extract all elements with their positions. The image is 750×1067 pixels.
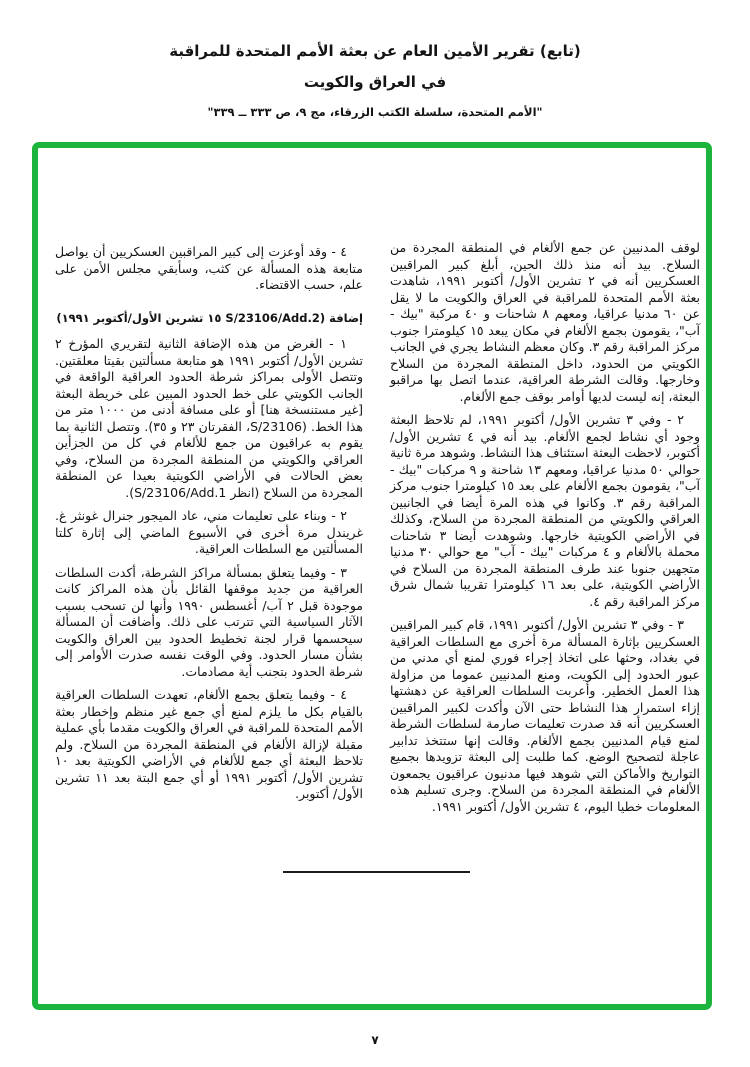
paragraph-3: ٣ - وفي ٣ تشرين الأول/ أكتوبر ١٩٩١، قام كبير المراقبين العسكريين بإثارة المسألة مرة أخرى مع السلطات العراقية في بغداد، وحثها على اتخاذ إجراء فوري لمنع أي مدني من عبور الحدود إلى الكويت، ومنع المدنيين عموما من مزاولة هذا العمل الخطير. وأعربت السلطات العراقية عن دهشتها إزاء استمرار هذا النشاط حتى الآن وأكدت لكبير المراقبين العسكريين أنه قد صدرت تعليمات صارمة لسلطات الشرطة لمنع قيام المدنيين بجمع الألغام. وقالت إنها ستتخذ تدابير عاجلة لتصحيح الوضع. كما طلبت إلى البعثة تزويدها بجميع التواريخ والأماكن التي شوهد فيها مدنيون عراقيون يجمعون الألغام في المنطقة المجردة من السلاح. وجرى تسليم هذه المعلومات خطيا اليوم، ٤ تشرين الأول/ أكتوبر ١٩٩١. bbox=[390, 617, 700, 814]
column-right bbox=[390, 240, 700, 822]
paragraph-2: ٢ - وفي ٣ تشرين الأول/ أكتوبر ١٩٩١، لم تلاحظ البعثة وجود أي نشاط لجمع الألغام. بيد أنه في ٤ تشرين الأول/ أكتوبر، لاحظت البعثة استئناف هذا النشاط. وشوهد مرة ثانية حوالي ٥٠ مدنيا عراقيا، ومعهم ١٣ شاحنة و ٩ مركبات "بيك - آب"، يقومون بجمع الألغام على بعد ١٥ كيلومترا جنوب مركز المراقبة رقم ٣. وكانوا في هذه المرة أيضا في الجانبين العراقي والكويتي من المنطقة المجردة من السلاح، وكذلك في الأراضي الكويتية خارجها. وشوهدت أيضا ٣ شاحنات محملة بالألغام و ٤ مركبات "بيك - آب" مع حوالي ٣٠ مدنيا متجهين جنوبا عند طرف المنطقة المجردة من السلاح في الأراضي الكويتية، على بعد ١٦ كيلومترا تقريبا شمال شرق مركز المراقبة رقم ٤. bbox=[390, 412, 700, 609]
content-frame bbox=[32, 142, 712, 1010]
page-number: ٧ bbox=[371, 1033, 379, 1047]
separator-rule bbox=[283, 871, 470, 873]
paragraph-3: ٣ - وفيما يتعلق بمسألة مراكز الشرطة، أكدت السلطات العراقية من جديد موقفها القائل بأن هذه المراكز كانت موجودة قبل ٢ آب/ أغسطس ١٩٩٠ وأنها لن تسحب بسبب الآثار السياسية التي تترتب على ذلك. وأضافت أن المسألة سيحسمها قرار لجنة تخطيط الحدود بين العراق والكويت بشأن مسار الحدود. وفي الوقت نفسه صدرت الأوامر إلى شرطة الحدود بتجنب أية مصادمات. bbox=[55, 564, 363, 679]
paragraph-4-intro: ٤ - وقد أوعزت إلى كبير المراقبين العسكريين أن يواصل متابعة هذه المسألة عن كثب، وسأبقي مجلس الأمن على علم، حسب الاقتضاء. bbox=[55, 244, 363, 292]
column-left bbox=[55, 244, 363, 810]
report-title-line1: (تابع) تقرير الأمين العام عن بعثة الأمم المتحدة للمراقبة bbox=[169, 42, 581, 60]
source-citation: "الأمم المتحدة، سلسلة الكتب الزرقاء، مج ٩، ص ٣٣٣ ــ ٣٣٩" bbox=[207, 105, 543, 119]
document-header bbox=[0, 42, 750, 119]
paragraph-continuation: لوقف المدنيين عن جمع الألغام في المنطقة المجردة من السلاح. بيد أنه منذ ذلك الحين، أبلغ كبير المراقبين العسكريين أنه في ٢ تشرين الأول/ أكتوبر ١٩٩١، شاهدت بعثة الأمم المتحدة للمراقبة في العراق والكويت ما لا يقل عن ٦٠ مدنيا عراقيا، ومعهم ٨ شاحنات و ٤٠ مركبة "بيك - آب"، يقومون بجمع الألغام في مكان يبعد ١٥ كيلومترا جنوب مركز المراقبة رقم ٣. وكان معظم النشاط يجري في الجانب الكويتي من الحدود، داخل المنطقة المجردة من السلاح وخارجها. وقالت الشرطة العراقية، عندما اتصل بها مراقبو البعثة، إنه ليست لديها أوامر بوقف جمع الألغام. bbox=[390, 240, 701, 404]
addendum-heading: إضافة (S/23106/Add.2 ١٥ تشرين الأول/أكتوبر ١٩٩١) bbox=[56, 310, 363, 325]
paragraph-4: ٤ - وفيما يتعلق بجمع الألغام، تعهدت السلطات العراقية بالقيام بكل ما يلزم لمنع أي جمع غير منظم وإخطار بعثة الأمم المتحدة للمراقبة في العراق والكويت مقدما بأي عملية مقبلة لإزالة الألغام في المنطقة المجردة من السلاح. ولم تلاحظ البعثة أي جمع للألغام في الأراضي الكويتية بعد ١٠ تشرين الأول/ أكتوبر ١٩٩١ أو أي جمع البتة بعد ١١ تشرين الأول/ أكتوبر. bbox=[55, 687, 364, 801]
report-title-line2: في العراق والكويت bbox=[303, 73, 447, 91]
paragraph-2: ٢ - وبناء على تعليمات مني، عاد الميجور جنرال غونثر غ. غريندل مرة أخرى في الأسبوع الماضي إلى إثارة كلتا المسألتين مع السلطات العراقية. bbox=[55, 508, 363, 556]
paragraph-1: ١ - الغرض من هذه الإضافة الثانية لتقريري المؤرخ ٢ تشرين الأول/ أكتوبر ١٩٩١ هو متابعة مسألتين بقيتا معلقتين. وتتصل الأولى بمراكز شرطة الحدود العراقية الواقعة في الجانب الكويتي على خط الحدود المبين على خريطة البعثة [غير مستنسخة هنا] أو على مسافة أدنى من ١٠٠٠ متر من هذا الخط. (S/23106، الفقرتان ٢٣ و ٣٥). وتتصل الثانية بما يقوم به عراقيون من جمع للألغام في كل من الجزأين العراقي والكويتي من المنطقة المجردة من السلاح، وفي بعض الحالات في الأراضي الكويتية بعيدا عن المنطقة المجردة من السلاح (انظر S/23106/Add.1). bbox=[55, 336, 364, 500]
